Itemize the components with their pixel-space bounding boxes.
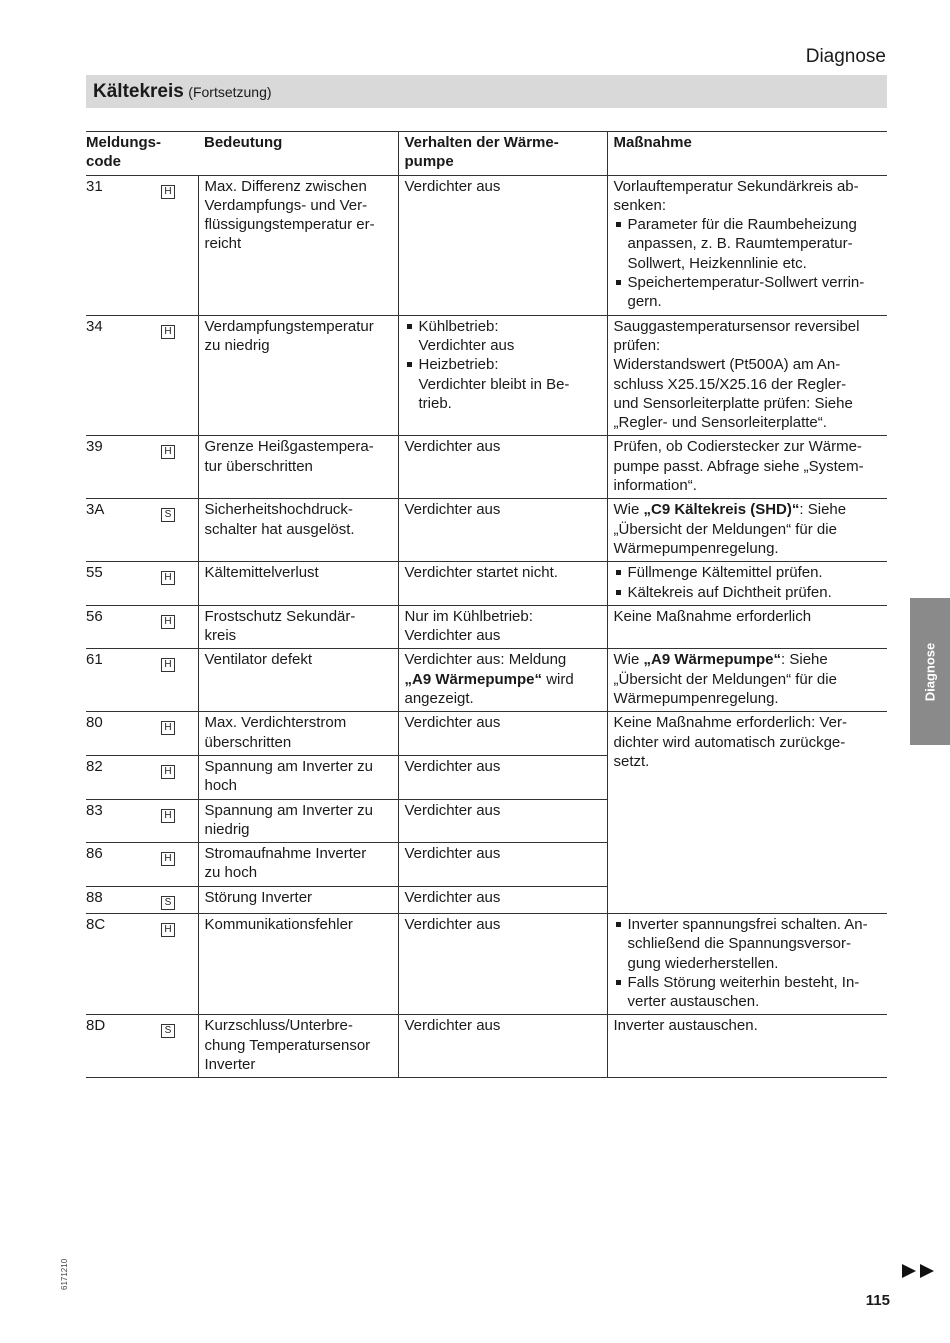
type-badge: H: [161, 809, 175, 823]
action-line: information“.: [613, 477, 697, 495]
action-text: : Siehe: [799, 501, 847, 519]
double-arrow-right-icon[interactable]: [902, 1262, 938, 1280]
section-title: Kältekreis: [93, 81, 184, 102]
code-cell: 3A: [86, 499, 142, 562]
error-code-table: [86, 131, 887, 1078]
type-cell: [142, 1015, 198, 1078]
bullet-line: Heizbetrieb:: [418, 356, 499, 374]
bullet-line: gern.: [627, 293, 662, 311]
type-cell: [142, 886, 198, 913]
behavior-cell: [398, 649, 607, 712]
meaning-cell: [198, 712, 398, 756]
chapter-title: Diagnose: [805, 46, 886, 67]
bullet-line: Kältekreis auf Dichtheit prüfen.: [627, 583, 832, 601]
action-cell: [607, 499, 887, 562]
action-line: Vorlauftemperatur Sekundärkreis ab-: [613, 177, 859, 195]
meaning-line: Verdampfungstemperatur: [204, 317, 374, 335]
meaning-line: Kommunikationsfehler: [204, 915, 353, 933]
code-cell: 39: [86, 436, 142, 499]
bullet-line: Inverter spannungsfrei schalten. An-: [627, 915, 868, 933]
bullet-line: trieb.: [418, 394, 452, 412]
meaning-line: hoch: [204, 777, 238, 795]
type-cell: [142, 436, 198, 499]
header-action: [607, 132, 887, 176]
type-badge: S: [161, 896, 175, 910]
meaning-line: Spannung am Inverter zu: [204, 801, 373, 819]
type-cell: [142, 843, 198, 887]
code-cell: 80: [86, 712, 142, 756]
meaning-cell: [198, 886, 398, 913]
action-cell: [607, 436, 887, 499]
type-badge: H: [161, 765, 175, 779]
action-line: Prüfen, ob Codierstecker zur Wärme-: [613, 438, 862, 456]
header-code: [86, 132, 198, 176]
bullet-line: Speichertemperatur-Sollwert verrin-: [627, 274, 865, 292]
table-row: [86, 315, 887, 436]
behavior-bullet: [405, 317, 601, 356]
action-line: Sauggastemperatursensor reversibel: [613, 317, 860, 335]
action-cell: [607, 315, 887, 436]
code-cell: 88: [86, 886, 142, 913]
type-badge: H: [161, 185, 175, 199]
meaning-line: Max. Verdichterstrom: [204, 714, 347, 732]
header-behavior: [398, 132, 607, 176]
type-cell: [142, 175, 198, 315]
behavior-cell: Verdichter startet nicht.: [398, 562, 607, 606]
meaning-cell: [198, 649, 398, 712]
action-bullet-list: [614, 563, 882, 602]
table-header-row: [86, 132, 887, 176]
header-behavior-line2: pumpe: [404, 153, 454, 171]
behavior-line: Nur im Kühlbetrieb:: [404, 607, 533, 625]
meaning-cell: [198, 175, 398, 315]
header-code-line1: Meldungs-: [86, 134, 161, 151]
bullet-line: Kühlbetrieb:: [418, 317, 499, 335]
header-behavior-line1: Verhalten der Wärme-: [404, 134, 559, 151]
action-bullet-list: [614, 215, 882, 311]
header-meaning-text: Bedeutung: [204, 134, 283, 151]
action-line: prüfen:: [613, 336, 661, 354]
behavior-line: Verdichter aus: Meldung: [404, 651, 567, 669]
action-bullet: [614, 915, 882, 973]
type-cell: [142, 649, 198, 712]
meaning-line: Kurzschluss/Unterbre-: [204, 1017, 353, 1035]
action-bullet-list: [614, 915, 882, 1011]
code-cell: 34: [86, 315, 142, 436]
action-bullet: [614, 973, 882, 1012]
behavior-cell: Verdichter aus: [398, 755, 607, 799]
behavior-cell: Verdichter aus: [398, 175, 607, 315]
meaning-cell: [198, 605, 398, 649]
meaning-line: überschritten: [204, 733, 292, 751]
meaning-line: Kältemittelverlust: [204, 564, 319, 582]
behavior-cell: Verdichter aus: [398, 712, 607, 756]
action-line: „Übersicht der Meldungen“ für die: [613, 520, 837, 538]
meaning-line: chung Temperatursensor: [204, 1036, 371, 1054]
type-badge: H: [161, 571, 175, 585]
type-cell: [142, 755, 198, 799]
meaning-cell: [198, 799, 398, 843]
meaning-line: Inverter: [204, 1056, 256, 1074]
table-row: [86, 436, 887, 499]
meaning-line: Frostschutz Sekundär-: [204, 607, 356, 625]
meaning-line: zu niedrig: [204, 336, 270, 354]
table-row: [86, 649, 887, 712]
header-code-line2: code: [86, 153, 122, 171]
meaning-line: Grenze Heißgastempera-: [204, 438, 374, 456]
action-line: setzt.: [613, 752, 650, 770]
meaning-line: Stromaufnahme Inverter: [204, 845, 367, 863]
table-row: [86, 712, 887, 756]
table-row: [86, 605, 887, 649]
type-cell: [142, 712, 198, 756]
meaning-cell: [198, 755, 398, 799]
action-cell: [607, 605, 887, 649]
meaning-line: Störung Inverter: [204, 888, 313, 906]
action-line: schluss X25.15/X25.16 der Regler-: [613, 375, 847, 393]
code-cell: 86: [86, 843, 142, 887]
bullet-line: Verdichter bleibt in Be-: [418, 375, 570, 393]
behavior-cell: Verdichter aus: [398, 886, 607, 913]
action-cell: [607, 175, 887, 315]
meaning-line: flüssigungstemperatur er-: [204, 216, 375, 234]
header-action-text: Maßnahme: [613, 134, 692, 151]
meaning-cell: [198, 1015, 398, 1078]
behavior-cell: [398, 315, 607, 436]
side-tab-label: Diagnose: [922, 642, 938, 701]
action-cell: [607, 649, 887, 712]
action-line: „Übersicht der Meldungen“ für die: [613, 670, 837, 688]
action-cell-merged: [607, 712, 887, 914]
meaning-line: Max. Differenz zwischen: [204, 177, 367, 195]
type-badge: H: [161, 923, 175, 937]
action-line: Keine Maßnahme erforderlich: Ver-: [613, 714, 847, 732]
side-tab-diagnose[interactable]: [910, 598, 950, 745]
meaning-line: Sicherheitshochdruck-: [204, 501, 353, 519]
behavior-line: [405, 670, 601, 689]
action-text: Wie: [613, 501, 644, 519]
behavior-cell: Verdichter aus: [398, 913, 607, 1014]
behavior-cell: Verdichter aus: [398, 436, 607, 499]
meaning-line: niedrig: [204, 820, 250, 838]
type-cell: [142, 605, 198, 649]
action-line: Widerstandswert (Pt500A) am An-: [613, 356, 841, 374]
meaning-cell: [198, 436, 398, 499]
bullet-line: Füllmenge Kältemittel prüfen.: [627, 564, 823, 582]
code-cell: 8C: [86, 913, 142, 1014]
table-row: [86, 913, 887, 1014]
meaning-cell: [198, 315, 398, 436]
type-cell: [142, 562, 198, 606]
meaning-line: schalter hat ausgelöst.: [204, 520, 355, 538]
action-text: : Siehe: [781, 651, 828, 669]
code-cell: 31: [86, 175, 142, 315]
type-cell: [142, 315, 198, 436]
type-badge: S: [161, 1024, 175, 1038]
code-cell: 83: [86, 799, 142, 843]
meaning-line: Ventilator defekt: [204, 651, 313, 669]
code-cell: 61: [86, 649, 142, 712]
action-cell: [607, 913, 887, 1014]
action-bullet: [614, 583, 882, 602]
action-reference: „C9 Kältekreis (SHD)“: [643, 501, 800, 519]
code-cell: 82: [86, 755, 142, 799]
meaning-cell: [198, 843, 398, 887]
action-line: und Sensorleiterplatte prüfen: Siehe: [613, 394, 853, 412]
meaning-line: zu hoch: [204, 864, 258, 882]
action-line: [614, 500, 882, 519]
code-cell: 55: [86, 562, 142, 606]
action-line: Keine Maßnahme erforderlich: [613, 607, 812, 625]
bullet-line: Sollwert, Heizkennlinie etc.: [627, 254, 807, 272]
meaning-line: Spannung am Inverter zu: [204, 757, 373, 775]
action-line: Inverter austauschen.: [613, 1017, 758, 1035]
page-number: 115: [865, 1292, 890, 1309]
behavior-cell: [398, 605, 607, 649]
section-subtitle: (Fortsetzung): [188, 84, 272, 100]
behavior-line: Verdichter aus: [404, 627, 501, 645]
action-bullet: [614, 215, 882, 273]
action-cell: [607, 562, 887, 606]
table-row: [86, 562, 887, 606]
table-row: [86, 1015, 887, 1078]
bullet-line: anpassen, z. B. Raumtemperatur-: [627, 235, 853, 253]
action-line: dichter wird automatisch zurückge-: [613, 733, 846, 751]
bullet-line: schließend die Spannungsversor-: [627, 935, 851, 953]
type-badge: H: [161, 721, 175, 735]
type-badge: H: [161, 325, 175, 339]
table-row: [86, 499, 887, 562]
action-line: „Regler- und Sensorleiterplatte“.: [613, 414, 827, 432]
meaning-cell: [198, 499, 398, 562]
action-bullet: [614, 273, 882, 312]
action-line: [614, 650, 882, 669]
meaning-line: kreis: [204, 627, 237, 645]
bullet-line: Verdichter aus: [418, 336, 515, 354]
behavior-cell: Verdichter aus: [398, 499, 607, 562]
action-bullet: [614, 563, 882, 582]
bullet-line: Parameter für die Raumbeheizung: [627, 216, 857, 234]
action-line: Wärmepumpenregelung.: [613, 690, 779, 708]
meaning-line: reicht: [204, 235, 242, 253]
behavior-cell: Verdichter aus: [398, 843, 607, 887]
action-reference: „A9 Wärmepumpe“: [643, 651, 782, 669]
action-line: pumpe passt. Abfrage siehe „System-: [613, 457, 864, 475]
type-badge: H: [161, 615, 175, 629]
bullet-line: Falls Störung weiterhin besteht, In-: [627, 973, 860, 991]
type-cell: [142, 913, 198, 1014]
action-cell: [607, 1015, 887, 1078]
section-header: [86, 75, 887, 108]
behavior-cell: Verdichter aus: [398, 799, 607, 843]
behavior-reference: „A9 Wärmepumpe“: [404, 670, 543, 688]
header-meaning: [198, 132, 398, 176]
meaning-line: Verdampfungs- und Ver-: [204, 196, 368, 214]
code-cell: 8D: [86, 1015, 142, 1078]
behavior-bullet-list: [405, 317, 601, 413]
behavior-bullet: [405, 355, 601, 413]
type-cell: [142, 499, 198, 562]
action-line: Wärmepumpenregelung.: [613, 539, 779, 557]
type-badge: S: [161, 508, 175, 522]
code-cell: 56: [86, 605, 142, 649]
table-row: [86, 175, 887, 315]
behavior-text: wird: [542, 670, 574, 688]
bullet-line: gung wiederherstellen.: [627, 954, 779, 972]
bullet-line: verter austauschen.: [627, 993, 760, 1011]
type-badge: H: [161, 658, 175, 672]
action-line: senken:: [613, 196, 667, 214]
document-number: 6171210: [60, 1258, 69, 1290]
type-badge: H: [161, 445, 175, 459]
type-badge: H: [161, 852, 175, 866]
meaning-cell: [198, 913, 398, 1014]
action-text: Wie: [613, 651, 644, 669]
behavior-line: angezeigt.: [404, 690, 474, 708]
meaning-line: tur überschritten: [204, 457, 313, 475]
type-cell: [142, 799, 198, 843]
meaning-cell: [198, 562, 398, 606]
behavior-cell: Verdichter aus: [398, 1015, 607, 1078]
